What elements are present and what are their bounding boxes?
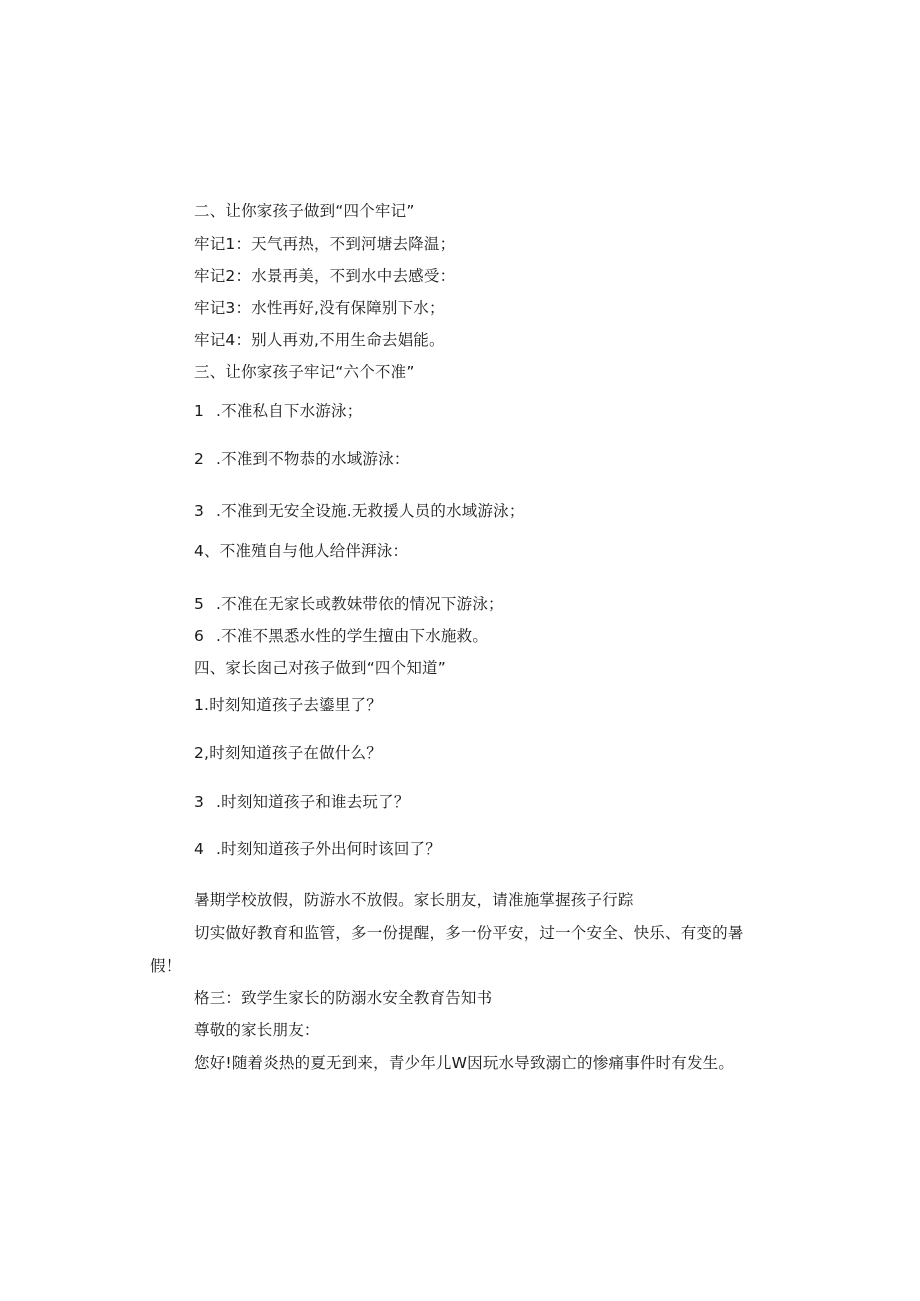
list-number: 2 — [194, 450, 205, 468]
letter-title: 格三：致学生家长的防溺水安全教育告知书 — [194, 989, 493, 1007]
know-item-2 — [194, 743, 382, 763]
list-number: 4 — [194, 840, 205, 858]
closing-paragraph-line-3: 假！ — [150, 957, 182, 975]
closing-paragraph-line-1: 暑期学校放假，防游水不放假。家长朋友，请准施掌握孩子行踪 — [194, 891, 634, 909]
remember-item-3: 牢记3：水性再好,没有保障别下水； — [194, 299, 445, 317]
list-text: .不准私自下水游泳； — [216, 402, 363, 420]
know-item-1 — [194, 695, 382, 715]
list-number: 6 — [194, 627, 205, 645]
section-heading-six-prohibitions: 三、让你家孩子牢记“六个不准” — [194, 363, 415, 381]
prohibition-item-2 — [194, 449, 410, 469]
remember-item-2: 牢记2：水景再美，不到水中去感受： — [194, 267, 456, 285]
section-heading-four-knows: 四、家长囱己对孩子做到“四个知道” — [194, 659, 446, 677]
list-text: .不准不黑悉水性的学生擅由下水施救。 — [216, 627, 489, 645]
list-number: 1 — [194, 402, 205, 420]
prohibition-item-3 — [194, 501, 525, 521]
section-heading-four-remembers: 二、让你家孩子做到“四个牢记” — [194, 202, 415, 220]
remember-item-4: 牢记4：别人再劝,不用生命去娼能。 — [194, 331, 445, 349]
list-text: 1.时刻知道孩子去鎏里了？ — [194, 696, 382, 714]
list-number: 5 — [194, 595, 205, 613]
list-text: .不准到不物恭的水域游泳： — [216, 450, 410, 468]
prohibition-item-5 — [194, 594, 504, 614]
list-number: 3 — [194, 793, 205, 811]
list-number: 3 — [194, 502, 205, 520]
list-text: 2,时刻知道孩子在做什么？ — [194, 744, 382, 762]
list-text: 4、不准殖自与他人给伴湃泳： — [194, 542, 409, 560]
list-text: .不准在无家长或教妹带依的情况下游泳； — [216, 595, 504, 613]
letter-salutation: 尊敬的家长朋友： — [194, 1021, 320, 1039]
know-item-4 — [194, 839, 441, 859]
remember-item-1: 牢记1：天气再热，不到河塘去降温； — [194, 235, 456, 253]
prohibition-item-6 — [194, 626, 488, 646]
list-text: .时刻知道孩子外出何时该回了？ — [216, 840, 441, 858]
prohibition-item-1 — [194, 401, 362, 421]
prohibition-item-4 — [194, 541, 408, 561]
closing-paragraph-line-2: 切实做好教育和监管，多一份提醒，多一份平安，过一个安全、快乐、有变的暑 — [194, 924, 744, 942]
letter-body: 您好!随着炎热的夏无到来，青少年儿W因玩水导致溺亡的惨痛事件时有发生。 — [194, 1054, 735, 1072]
list-text: .不准到无安全设施.无救援人员的水域游泳； — [216, 502, 525, 520]
know-item-3 — [194, 792, 410, 812]
list-text: .时刻知道孩子和谁去玩了？ — [216, 793, 410, 811]
